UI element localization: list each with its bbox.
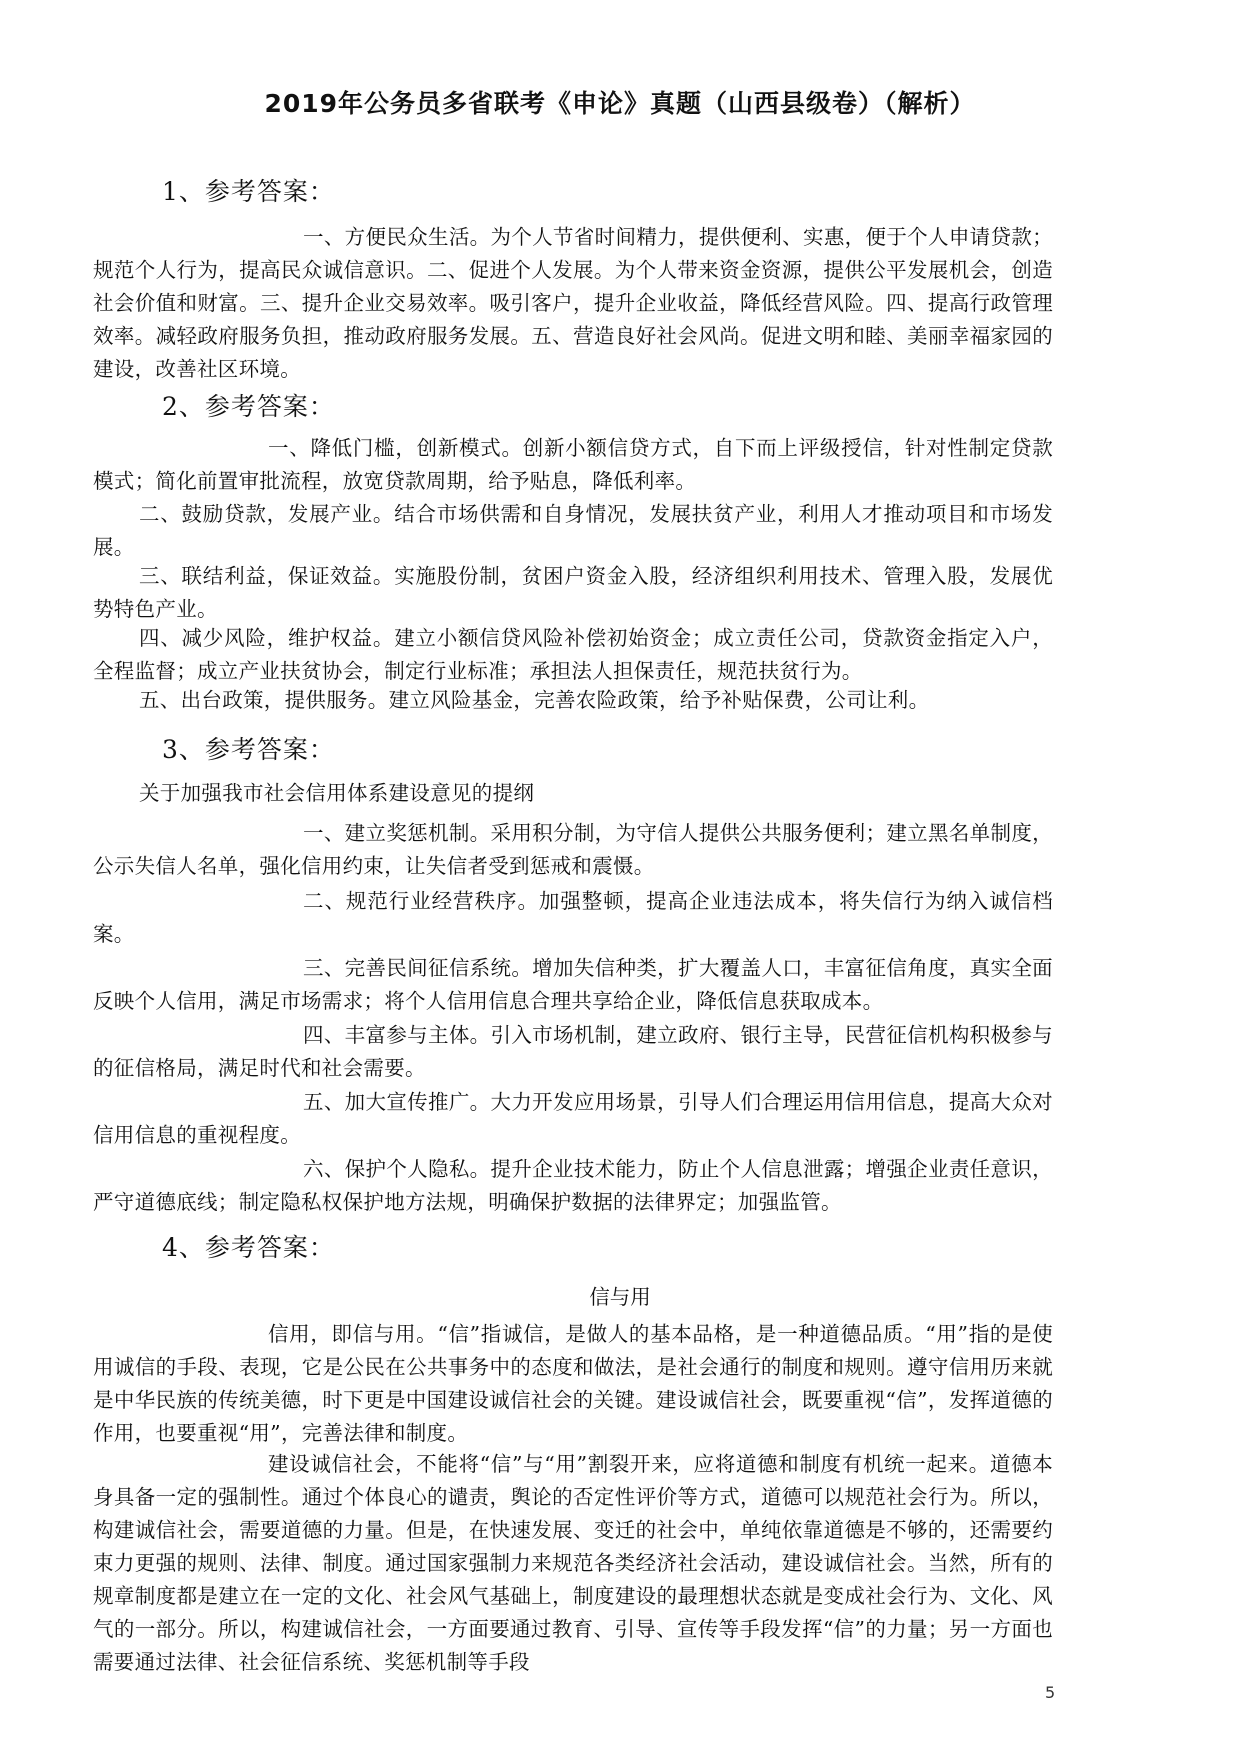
section-4-paragraph-2: 建设诚信社会，不能将“信”与“用”割裂开来，应将道德和制度有机统一起来。道德本身具备一定的强制性。通过个体良心的谴责，舆论的否定性评价等方式，道德可以规范社会行为。所以，构建诚信社会，需要道德的力量。但是，在快速发展、变迁的社会中，单纯依靠道德是不够的，还需要约束力更强的规则、法律、制度。通过国家强制力来规范各类经济社会活动，建设诚信社会。当然，所有的规章制度都是建立在一定的文化、社会风气基础上，制度建设的最理想状态就是变成社会行为、文化、风气的一部分。所以，构建诚信社会，一方面要通过教育、引导、宣传等手段发挥“信”的力量；另一方面也需要通过法律、社会征信系统、奖惩机制等手段: [93, 1452, 1053, 1674]
section-3-paragraph-4: 四、丰富参与主体。引入市场机制，建立政府、银行主导，民营征信机构积极参与的征信格局，满足时代和社会需要。: [93, 1023, 1053, 1080]
section-3-paragraph-3: 三、完善民间征信系统。增加失信种类，扩大覆盖人口，丰富征信角度，真实全面反映个人信用，满足市场需求；将个人信用信息合理共享给企业，降低信息获取成本。: [93, 956, 1053, 1013]
section-2-paragraph-5: 五、出台政策，提供服务。建立风险基金，完善农险政策，给予补贴保费，公司让利。: [139, 688, 930, 712]
section-3-paragraph-6: 六、保护个人隐私。提升企业技术能力，防止个人信息泄露；增强企业责任意识，严守道德底线；制定隐私权保护地方法规，明确保护数据的法律界定；加强监管。: [93, 1157, 1053, 1214]
section-3-paragraph-1: 一、建立奖惩机制。采用积分制，为守信人提供公共服务便利；建立黑名单制度，公示失信人名单，强化信用约束，让失信者受到惩戒和震慑。: [93, 821, 1053, 878]
section-heading-4: 4、参考答案：: [162, 1233, 335, 1262]
section-2-paragraph-2: 二、鼓励贷款，发展产业。结合市场供需和自身情况，发展扶贫产业，利用人才推动项目和市场发展。: [93, 502, 1053, 559]
section-heading-3: 3、参考答案：: [162, 735, 335, 764]
section-2-paragraph-3: 三、联结利益，保证效益。实施股份制，贫困户资金入股，经济组织利用技术、管理入股，发展优势特色产业。: [93, 564, 1053, 621]
essay-title: 信与用: [589, 1285, 651, 1309]
section-1-paragraph-1: 一、方便民众生活。为个人节省时间精力，提供便利、实惠，便于个人申请贷款；规范个人行为，提高民众诚信意识。二、促进个人发展。为个人带来资金资源，提供公平发展机会，创造社会价值和财富。三、提升企业交易效率。吸引客户，提升企业收益，降低经营风险。四、提高行政管理效率。减轻政府服务负担，推动政府服务发展。五、营造良好社会风尚。促进文明和睦、美丽幸福家园的建设，改善社区环境。: [93, 225, 1053, 381]
section-3-paragraph-2: 二、规范行业经营秩序。加强整顿，提高企业违法成本，将失信行为纳入诚信档案。: [93, 889, 1053, 946]
section-heading-1: 1、参考答案：: [162, 177, 335, 206]
section-3-paragraph-5: 五、加大宣传推广。大力开发应用场景，引导人们合理运用信用信息，提高大众对信用信息的重视程度。: [93, 1090, 1053, 1147]
document-title: 2019年公务员多省联考《申论》真题（山西县级卷）（解析）: [264, 89, 976, 118]
section-2-paragraph-4: 四、减少风险，维护权益。建立小额信贷风险补偿初始资金；成立责任公司，贷款资金指定入户，全程监督；成立产业扶贫协会，制定行业标准；承担法人担保责任，规范扶贫行为。: [93, 626, 1053, 683]
section-2-paragraph-1: 一、降低门槛，创新模式。创新小额信贷方式，自下而上评级授信，针对性制定贷款模式；简化前置审批流程，放宽贷款周期，给予贴息，降低利率。: [93, 436, 1053, 493]
page-number: 5: [1045, 1683, 1056, 1702]
section-3-intro: 关于加强我市社会信用体系建设意见的提纲: [139, 781, 535, 805]
section-4-paragraph-1: 信用，即信与用。“信”指诚信，是做人的基本品格，是一种道德品质。“用”指的是使用诚信的手段、表现，它是公民在公共事务中的态度和做法，是社会通行的制度和规则。遵守信用历来就是中华民族的传统美德，时下更是中国建设诚信社会的关键。建设诚信社会，既要重视“信”，发挥道德的作用，也要重视“用”，完善法律和制度。: [93, 1322, 1053, 1445]
section-heading-2: 2、参考答案：: [162, 392, 335, 421]
